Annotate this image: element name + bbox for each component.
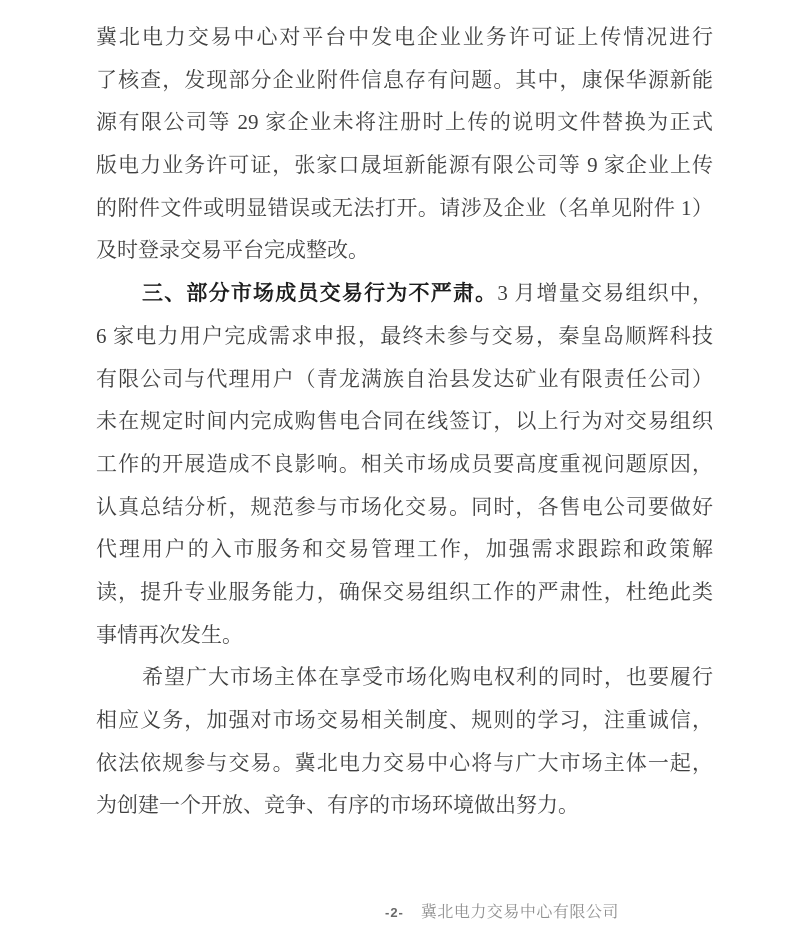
text-line xyxy=(96,742,713,785)
paragraph xyxy=(96,16,713,272)
text-line xyxy=(96,229,713,272)
text-line xyxy=(96,144,713,187)
paragraph xyxy=(96,272,713,656)
text-run: 依法依规参与交易。冀北电力交易中心将与广大市场主体一起， xyxy=(96,750,713,775)
text-line xyxy=(96,528,713,571)
text-line xyxy=(96,16,713,59)
text-line xyxy=(96,59,713,102)
text-run: 6 家电力用户完成需求申报，最终未参与交易，秦皇岛顺辉科技 xyxy=(96,323,713,348)
text-run: 版电力业务许可证，张家口晟垣新能源有限公司等 9 家企业上传 xyxy=(96,153,713,178)
text-line xyxy=(96,101,713,144)
text-run: 源有限公司等 29 家企业未将注册时上传的说明文件替换为正式 xyxy=(96,110,713,135)
text-line xyxy=(96,614,713,657)
text-run: 的附件文件或明显错误或无法打开。请涉及企业（名单见附件 1） xyxy=(96,195,713,220)
text-run: 工作的开展造成不良影响。相关市场成员要高度重视问题原因， xyxy=(96,451,713,476)
text-run: 了核查，发现部分企业附件信息存有问题。其中，康保华源新能 xyxy=(96,67,713,92)
text-run: 认真总结分析，规范参与市场化交易。同时，各售电公司要做好 xyxy=(96,494,713,519)
text-line xyxy=(96,187,713,230)
section-heading: 三、部分市场成员交易行为不严肃。 xyxy=(142,281,498,306)
text-line xyxy=(96,656,713,699)
text-line xyxy=(96,315,713,358)
text-run: 读，提升专业服务能力，确保交易组织工作的严肃性，杜绝此类 xyxy=(96,579,713,604)
text-line xyxy=(96,272,713,315)
page-footer xyxy=(385,899,619,922)
text-line xyxy=(96,784,713,827)
text-run: 代理用户的入市服务和交易管理工作，加强需求跟踪和政策解 xyxy=(96,537,713,562)
text-run: 有限公司与代理用户（青龙满族自治县发达矿业有限责任公司） xyxy=(96,366,713,391)
text-run: 及时登录交易平台完成整改。 xyxy=(96,238,369,263)
text-run: 为创建一个开放、竞争、有序的市场环境做出努力。 xyxy=(96,793,579,818)
text-run: 未在规定时间内完成购售电合同在线签订，以上行为对交易组织 xyxy=(96,409,713,434)
text-line xyxy=(96,699,713,742)
page-number: -2- xyxy=(385,905,404,920)
text-line xyxy=(96,400,713,443)
document-body xyxy=(96,16,713,827)
text-run: 相应义务，加强对市场交易相关制度、规则的学习，注重诚信， xyxy=(96,708,713,732)
text-line xyxy=(96,486,713,529)
text-run: 冀北电力交易中心对平台中发电企业业务许可证上传情况进行 xyxy=(96,25,713,49)
text-line xyxy=(96,443,713,486)
paragraph xyxy=(96,656,713,827)
text-run: 3 月增量交易组织中， xyxy=(497,281,713,306)
text-run: 事情再次发生。 xyxy=(96,622,243,647)
text-line xyxy=(96,358,713,401)
footer-company-name: 冀北电力交易中心有限公司 xyxy=(420,904,619,921)
text-run: 希望广大市场主体在享受市场化购电权利的同时，也要履行 xyxy=(142,665,713,690)
text-line xyxy=(96,571,713,614)
